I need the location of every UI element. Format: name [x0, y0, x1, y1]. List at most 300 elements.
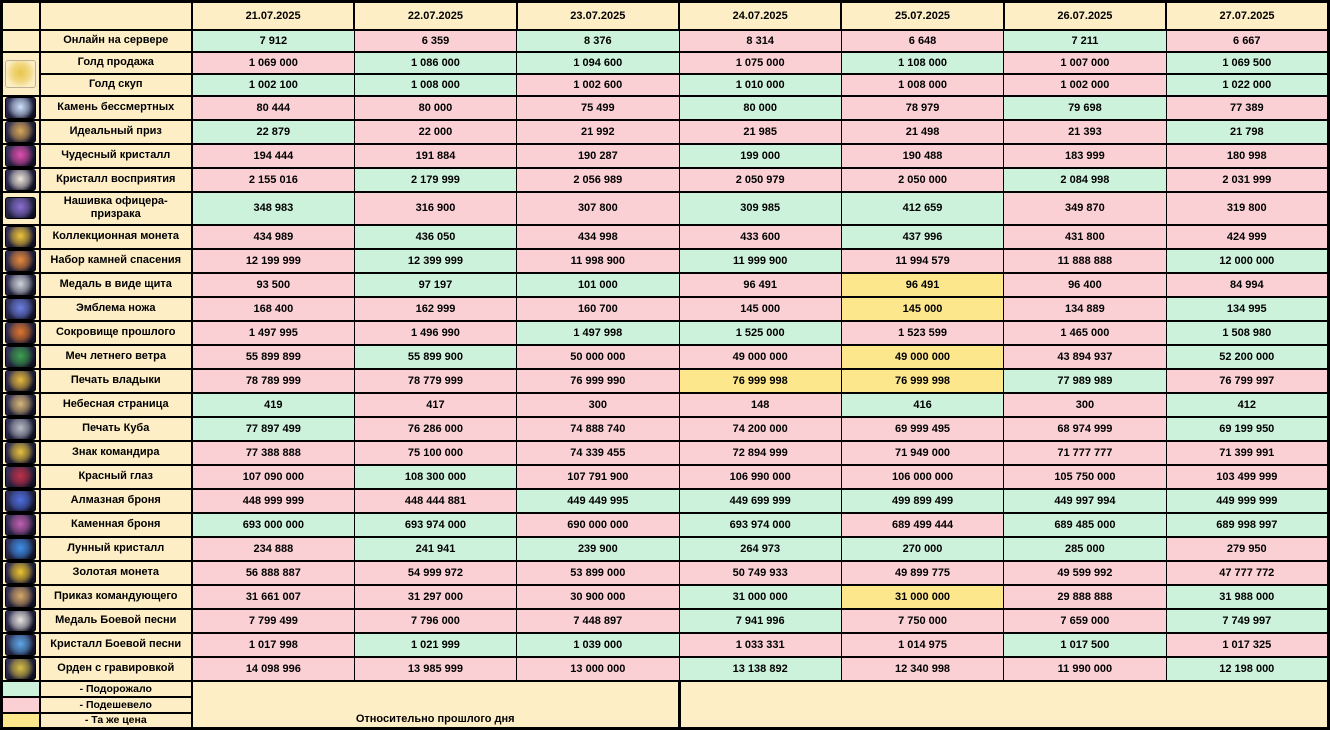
price-cell[interactable]: 55 899 900 — [354, 345, 516, 369]
price-cell[interactable]: 12 000 000 — [1166, 249, 1328, 273]
price-cell[interactable]: 76 999 998 — [841, 369, 1003, 393]
footnote-empty-cell — [679, 681, 1329, 729]
price-cell[interactable]: 689 998 997 — [1166, 513, 1328, 537]
price-cell[interactable]: 96 491 — [679, 273, 841, 297]
date-header[interactable]: 21.07.2025 — [192, 2, 354, 30]
price-cell[interactable]: 7 912 — [192, 30, 354, 52]
price-cell[interactable]: 107 791 900 — [517, 465, 679, 489]
price-cell[interactable]: 448 444 881 — [354, 489, 516, 513]
price-cell[interactable]: 1 525 000 — [679, 321, 841, 345]
table-row — [2, 273, 1329, 297]
price-cell[interactable]: 264 973 — [679, 537, 841, 561]
name-column-header[interactable] — [40, 2, 192, 30]
price-cell[interactable]: 412 659 — [841, 192, 1003, 225]
price-cell[interactable]: 7 211 — [1004, 30, 1166, 52]
item-name[interactable]: Каменная броня — [40, 513, 192, 537]
price-cell[interactable]: 7 796 000 — [354, 609, 516, 633]
price-cell[interactable]: 190 488 — [841, 144, 1003, 168]
price-cell[interactable]: 97 197 — [354, 273, 516, 297]
commander-sign-icon — [5, 442, 36, 464]
price-cell[interactable]: 419 — [192, 393, 354, 417]
price-cell[interactable]: 2 050 979 — [679, 168, 841, 192]
price-cell[interactable]: 309 985 — [679, 192, 841, 225]
legend-label: - Подешевело — [40, 697, 192, 713]
price-cell[interactable]: 6 667 — [1166, 30, 1328, 52]
price-cell[interactable]: 168 400 — [192, 297, 354, 321]
past-treasure-icon — [5, 322, 36, 344]
item-icon-cell[interactable] — [2, 321, 40, 345]
price-cell[interactable]: 49 599 992 — [1004, 561, 1166, 585]
item-name[interactable]: Сокровище прошлого — [40, 321, 192, 345]
item-name[interactable]: Эмблема ножа — [40, 297, 192, 321]
price-cell[interactable]: 434 989 — [192, 225, 354, 249]
price-cell[interactable]: 30 900 000 — [517, 585, 679, 609]
item-icon-cell[interactable] — [2, 441, 40, 465]
price-cell[interactable]: 433 600 — [679, 225, 841, 249]
price-cell[interactable]: 300 — [1004, 393, 1166, 417]
commander-order-icon — [5, 586, 36, 608]
table-row — [2, 321, 1329, 345]
price-cell[interactable]: 1 021 999 — [354, 633, 516, 657]
table-row — [2, 537, 1329, 561]
item-icon-cell[interactable] — [2, 489, 40, 513]
price-cell[interactable]: 108 300 000 — [354, 465, 516, 489]
table-row — [2, 30, 1329, 52]
price-cell[interactable]: 78 979 — [841, 96, 1003, 120]
price-cell[interactable]: 241 941 — [354, 537, 516, 561]
item-icon-cell[interactable] — [2, 168, 40, 192]
price-cell[interactable]: 74 200 000 — [679, 417, 841, 441]
price-cell[interactable]: 75 100 000 — [354, 441, 516, 465]
price-cell[interactable]: 11 999 900 — [679, 249, 841, 273]
item-name[interactable]: Орден с гравировкой — [40, 657, 192, 681]
table-row — [2, 489, 1329, 513]
date-header[interactable]: 25.07.2025 — [841, 2, 1003, 30]
item-icon-cell[interactable] — [2, 585, 40, 609]
table-row — [2, 633, 1329, 657]
item-icon-cell[interactable] — [2, 561, 40, 585]
item-name[interactable]: Лунный кристалл — [40, 537, 192, 561]
item-icon-cell[interactable] — [2, 609, 40, 633]
price-cell[interactable]: 6 648 — [841, 30, 1003, 52]
price-cell[interactable]: 191 884 — [354, 144, 516, 168]
item-icon-cell[interactable] — [2, 225, 40, 249]
price-cell[interactable]: 449 997 994 — [1004, 489, 1166, 513]
price-cell[interactable]: 1 497 998 — [517, 321, 679, 345]
price-cell[interactable]: 93 500 — [192, 273, 354, 297]
price-cell[interactable]: 107 090 000 — [192, 465, 354, 489]
money-bag-icon — [5, 60, 36, 88]
price-cell[interactable]: 434 998 — [517, 225, 679, 249]
price-cell[interactable]: 145 000 — [679, 297, 841, 321]
price-cell[interactable]: 75 499 — [517, 96, 679, 120]
price-cell[interactable]: 68 974 999 — [1004, 417, 1166, 441]
price-cell[interactable]: 449 449 995 — [517, 489, 679, 513]
price-cell[interactable]: 412 — [1166, 393, 1328, 417]
price-cell[interactable]: 31 988 000 — [1166, 585, 1328, 609]
table-row — [2, 225, 1329, 249]
shield-medal-icon — [5, 274, 36, 296]
item-icon-cell[interactable] — [2, 537, 40, 561]
price-cell[interactable]: 78 789 999 — [192, 369, 354, 393]
item-name[interactable]: Идеальный приз — [40, 120, 192, 144]
price-cell[interactable]: 31 661 007 — [192, 585, 354, 609]
item-icon-cell[interactable] — [2, 465, 40, 489]
price-cell[interactable]: 693 000 000 — [192, 513, 354, 537]
price-cell[interactable]: 1 014 975 — [841, 633, 1003, 657]
item-icon-cell[interactable] — [2, 30, 40, 52]
table-row — [2, 513, 1329, 537]
item-icon-cell[interactable] — [2, 633, 40, 657]
price-cell[interactable]: 11 994 579 — [841, 249, 1003, 273]
table-row — [2, 657, 1329, 681]
item-name[interactable]: Алмазная броня — [40, 489, 192, 513]
price-cell[interactable]: 74 339 455 — [517, 441, 679, 465]
price-cell[interactable]: 690 000 000 — [517, 513, 679, 537]
price-cell[interactable]: 349 870 — [1004, 192, 1166, 225]
price-cell[interactable]: 1 069 000 — [192, 52, 354, 74]
price-cell[interactable]: 21 992 — [517, 120, 679, 144]
price-cell[interactable]: 1 108 000 — [841, 52, 1003, 74]
item-icon-cell[interactable] — [2, 273, 40, 297]
table-row — [2, 144, 1329, 168]
stone-armor-icon — [5, 514, 36, 536]
price-cell[interactable]: 29 888 888 — [1004, 585, 1166, 609]
price-cell[interactable]: 12 399 999 — [354, 249, 516, 273]
price-cell[interactable]: 52 200 000 — [1166, 345, 1328, 369]
price-cell[interactable]: 199 000 — [679, 144, 841, 168]
price-cell[interactable]: 1 002 600 — [517, 74, 679, 96]
price-cell[interactable]: 101 000 — [517, 273, 679, 297]
price-cell[interactable]: 416 — [841, 393, 1003, 417]
perfect-prize-icon — [5, 121, 36, 143]
price-cell[interactable]: 105 750 000 — [1004, 465, 1166, 489]
item-name[interactable]: Набор камней спасения — [40, 249, 192, 273]
price-cell[interactable]: 1 496 990 — [354, 321, 516, 345]
price-cell[interactable]: 194 444 — [192, 144, 354, 168]
price-cell[interactable]: 1 002 000 — [1004, 74, 1166, 96]
price-cell[interactable]: 1 086 000 — [354, 52, 516, 74]
price-cell[interactable]: 71 399 991 — [1166, 441, 1328, 465]
price-cell[interactable]: 1 017 998 — [192, 633, 354, 657]
item-icon-cell[interactable] — [2, 52, 40, 96]
price-cell[interactable]: 12 340 998 — [841, 657, 1003, 681]
item-icon-cell[interactable] — [2, 249, 40, 273]
price-cell[interactable]: 689 499 444 — [841, 513, 1003, 537]
price-cell[interactable]: 8 314 — [679, 30, 841, 52]
price-cell[interactable]: 693 974 000 — [354, 513, 516, 537]
price-cell[interactable]: 80 000 — [354, 96, 516, 120]
item-name[interactable]: Онлайн на сервере — [40, 30, 192, 52]
price-cell[interactable]: 50 749 933 — [679, 561, 841, 585]
date-header[interactable]: 22.07.2025 — [354, 2, 516, 30]
price-cell[interactable]: 1 465 000 — [1004, 321, 1166, 345]
icon-column-header[interactable] — [2, 2, 40, 30]
item-icon-cell[interactable] — [2, 120, 40, 144]
price-cell[interactable]: 11 990 000 — [1004, 657, 1166, 681]
price-cell[interactable]: 31 000 000 — [679, 585, 841, 609]
price-cell[interactable]: 56 888 887 — [192, 561, 354, 585]
item-name[interactable]: Голд продажа — [40, 52, 192, 74]
price-cell[interactable]: 71 949 000 — [841, 441, 1003, 465]
battle-song-crystal-icon — [5, 634, 36, 656]
price-cell[interactable]: 1 094 600 — [517, 52, 679, 74]
price-cell[interactable]: 12 198 000 — [1166, 657, 1328, 681]
price-cell[interactable]: 1 007 000 — [1004, 52, 1166, 74]
price-cell[interactable]: 145 000 — [841, 297, 1003, 321]
item-name[interactable]: Кристалл восприятия — [40, 168, 192, 192]
price-cell[interactable]: 106 000 000 — [841, 465, 1003, 489]
table-row — [2, 393, 1329, 417]
item-name[interactable]: Небесная страница — [40, 393, 192, 417]
item-name[interactable]: Печать владыки — [40, 369, 192, 393]
item-name[interactable]: Приказ командующего — [40, 585, 192, 609]
price-cell[interactable]: 21 393 — [1004, 120, 1166, 144]
ghost-officer-patch-icon — [5, 197, 36, 219]
price-cell[interactable]: 50 000 000 — [517, 345, 679, 369]
price-cell[interactable]: 80 000 — [679, 96, 841, 120]
price-cell[interactable]: 69 999 495 — [841, 417, 1003, 441]
price-cell[interactable]: 183 999 — [1004, 144, 1166, 168]
price-cell[interactable]: 448 999 999 — [192, 489, 354, 513]
item-name[interactable]: Золотая монета — [40, 561, 192, 585]
item-icon-cell[interactable] — [2, 657, 40, 681]
price-cell[interactable]: 449 999 999 — [1166, 489, 1328, 513]
item-icon-cell[interactable] — [2, 96, 40, 120]
price-cell[interactable]: 31 297 000 — [354, 585, 516, 609]
price-cell[interactable]: 72 894 999 — [679, 441, 841, 465]
item-icon-cell[interactable] — [2, 513, 40, 537]
price-cell[interactable]: 11 888 888 — [1004, 249, 1166, 273]
item-rows — [2, 30, 1329, 681]
gold-coin-icon — [5, 562, 36, 584]
price-cell[interactable]: 190 287 — [517, 144, 679, 168]
price-cell[interactable]: 71 777 777 — [1004, 441, 1166, 465]
engraved-order-icon — [5, 658, 36, 680]
price-cell[interactable]: 31 000 000 — [841, 585, 1003, 609]
item-icon-cell[interactable] — [2, 345, 40, 369]
price-cell[interactable]: 1 010 000 — [679, 74, 841, 96]
price-cell[interactable]: 148 — [679, 393, 841, 417]
price-cell[interactable]: 49 000 000 — [841, 345, 1003, 369]
table-row — [2, 417, 1329, 441]
price-cell[interactable]: 300 — [517, 393, 679, 417]
price-cell[interactable]: 316 900 — [354, 192, 516, 225]
price-cell[interactable]: 319 800 — [1166, 192, 1328, 225]
price-cell[interactable]: 1 497 995 — [192, 321, 354, 345]
price-cell[interactable]: 285 000 — [1004, 537, 1166, 561]
price-cell[interactable]: 2 056 989 — [517, 168, 679, 192]
price-cell[interactable]: 77 389 — [1166, 96, 1328, 120]
item-name[interactable]: Знак командира — [40, 441, 192, 465]
item-name[interactable]: Чудесный кристалл — [40, 144, 192, 168]
price-cell[interactable]: 76 799 997 — [1166, 369, 1328, 393]
price-cell[interactable]: 134 889 — [1004, 297, 1166, 321]
item-icon-cell[interactable] — [2, 417, 40, 441]
price-cell[interactable]: 96 491 — [841, 273, 1003, 297]
price-cell[interactable]: 43 894 937 — [1004, 345, 1166, 369]
date-header[interactable]: 24.07.2025 — [679, 2, 841, 30]
price-cell[interactable]: 424 999 — [1166, 225, 1328, 249]
header-row — [2, 2, 1329, 30]
knife-emblem-icon — [5, 298, 36, 320]
price-cell[interactable]: 79 698 — [1004, 96, 1166, 120]
price-cell[interactable]: 270 000 — [841, 537, 1003, 561]
item-name[interactable]: Медаль Боевой песни — [40, 609, 192, 633]
price-cell[interactable]: 77 989 989 — [1004, 369, 1166, 393]
price-cell[interactable]: 134 995 — [1166, 297, 1328, 321]
summer-wind-sword-icon — [5, 346, 36, 368]
price-cell[interactable]: 47 777 772 — [1166, 561, 1328, 585]
price-cell[interactable]: 1 508 980 — [1166, 321, 1328, 345]
price-cell[interactable]: 54 999 972 — [354, 561, 516, 585]
price-cell[interactable]: 13 138 892 — [679, 657, 841, 681]
price-cell[interactable]: 77 897 499 — [192, 417, 354, 441]
price-cell[interactable]: 7 799 499 — [192, 609, 354, 633]
legend-swatch-u — [2, 681, 40, 697]
price-cell[interactable]: 106 990 000 — [679, 465, 841, 489]
price-cell[interactable]: 180 998 — [1166, 144, 1328, 168]
price-cell[interactable]: 1 075 000 — [679, 52, 841, 74]
price-cell[interactable]: 76 999 990 — [517, 369, 679, 393]
table-row — [2, 441, 1329, 465]
price-cell[interactable]: 55 899 899 — [192, 345, 354, 369]
item-name[interactable]: Голд скуп — [40, 74, 192, 96]
price-cell[interactable]: 69 199 950 — [1166, 417, 1328, 441]
price-cell[interactable]: 7 749 997 — [1166, 609, 1328, 633]
table-row — [2, 120, 1329, 144]
price-cell[interactable]: 21 985 — [679, 120, 841, 144]
item-name[interactable]: Камень бессмертных — [40, 96, 192, 120]
price-cell[interactable]: 49 000 000 — [679, 345, 841, 369]
price-cell[interactable]: 7 941 996 — [679, 609, 841, 633]
price-cell[interactable]: 1 002 100 — [192, 74, 354, 96]
item-name[interactable]: Коллекционная монета — [40, 225, 192, 249]
item-icon-cell[interactable] — [2, 144, 40, 168]
price-cell[interactable]: 21 498 — [841, 120, 1003, 144]
price-cell[interactable]: 103 499 999 — [1166, 465, 1328, 489]
price-cell[interactable]: 22 000 — [354, 120, 516, 144]
price-cell[interactable]: 431 800 — [1004, 225, 1166, 249]
perception-crystal-icon — [5, 169, 36, 191]
item-name[interactable]: Меч летнего ветра — [40, 345, 192, 369]
table-row — [2, 74, 1329, 96]
price-cell[interactable]: 22 879 — [192, 120, 354, 144]
footnote: Относительно прошлого дня — [192, 681, 679, 729]
table-row — [2, 52, 1329, 74]
price-cell[interactable]: 53 899 000 — [517, 561, 679, 585]
item-name[interactable]: Красный глаз — [40, 465, 192, 489]
price-cell[interactable]: 689 485 000 — [1004, 513, 1166, 537]
table-row — [2, 609, 1329, 633]
price-cell[interactable]: 2 031 999 — [1166, 168, 1328, 192]
price-cell[interactable]: 77 388 888 — [192, 441, 354, 465]
price-cell[interactable]: 7 448 897 — [517, 609, 679, 633]
price-cell[interactable]: 21 798 — [1166, 120, 1328, 144]
item-name[interactable]: Нашивка офицера-призрака — [40, 192, 192, 225]
price-cell[interactable]: 74 888 740 — [517, 417, 679, 441]
price-cell[interactable]: 7 750 000 — [841, 609, 1003, 633]
table-row — [2, 96, 1329, 120]
price-cell[interactable]: 1 069 500 — [1166, 52, 1328, 74]
price-cell[interactable]: 14 098 996 — [192, 657, 354, 681]
item-name[interactable]: Печать Куба — [40, 417, 192, 441]
date-header[interactable]: 23.07.2025 — [517, 2, 679, 30]
price-cell[interactable]: 348 983 — [192, 192, 354, 225]
legend-label: - Та же цена — [40, 713, 192, 729]
price-cell[interactable]: 1 039 000 — [517, 633, 679, 657]
price-cell[interactable]: 76 999 998 — [679, 369, 841, 393]
item-icon-cell[interactable] — [2, 192, 40, 225]
price-cell[interactable]: 1 017 325 — [1166, 633, 1328, 657]
price-cell[interactable]: 239 900 — [517, 537, 679, 561]
price-cell[interactable]: 12 199 999 — [192, 249, 354, 273]
red-eye-icon — [5, 466, 36, 488]
price-cell[interactable]: 2 179 999 — [354, 168, 516, 192]
price-cell[interactable]: 1 017 500 — [1004, 633, 1166, 657]
price-cell[interactable]: 6 359 — [354, 30, 516, 52]
price-cell[interactable]: 436 050 — [354, 225, 516, 249]
price-cell[interactable]: 1 033 331 — [679, 633, 841, 657]
immortal-stone-icon — [5, 97, 36, 119]
price-cell[interactable]: 2 084 998 — [1004, 168, 1166, 192]
lord-seal-icon — [5, 370, 36, 392]
price-cell[interactable]: 78 779 999 — [354, 369, 516, 393]
price-cell[interactable]: 13 985 999 — [354, 657, 516, 681]
item-icon-cell[interactable] — [2, 393, 40, 417]
price-cell[interactable]: 2 155 016 — [192, 168, 354, 192]
price-cell[interactable]: 80 444 — [192, 96, 354, 120]
price-cell[interactable]: 13 000 000 — [517, 657, 679, 681]
item-name[interactable]: Медаль в виде щита — [40, 273, 192, 297]
item-icon-cell[interactable] — [2, 297, 40, 321]
legend-label: - Подорожало — [40, 681, 192, 697]
price-cell[interactable]: 499 899 499 — [841, 489, 1003, 513]
table-row — [2, 345, 1329, 369]
price-cell[interactable]: 76 286 000 — [354, 417, 516, 441]
table-row — [2, 168, 1329, 192]
price-cell[interactable]: 84 994 — [1166, 273, 1328, 297]
cube-seal-icon — [5, 418, 36, 440]
price-cell[interactable]: 449 699 999 — [679, 489, 841, 513]
price-cell[interactable]: 2 050 000 — [841, 168, 1003, 192]
price-cell[interactable]: 417 — [354, 393, 516, 417]
price-cell[interactable]: 693 974 000 — [679, 513, 841, 537]
wonder-crystal-icon — [5, 145, 36, 167]
date-header[interactable]: 27.07.2025 — [1166, 2, 1328, 30]
price-cell[interactable]: 1 008 000 — [841, 74, 1003, 96]
price-cell[interactable]: 7 659 000 — [1004, 609, 1166, 633]
price-cell[interactable]: 1 008 000 — [354, 74, 516, 96]
price-cell[interactable]: 437 996 — [841, 225, 1003, 249]
price-cell[interactable]: 234 888 — [192, 537, 354, 561]
price-cell[interactable]: 96 400 — [1004, 273, 1166, 297]
price-cell[interactable]: 1 523 599 — [841, 321, 1003, 345]
price-cell[interactable]: 160 700 — [517, 297, 679, 321]
battle-song-medal-icon — [5, 610, 36, 632]
price-cell[interactable]: 8 376 — [517, 30, 679, 52]
price-cell[interactable]: 279 950 — [1166, 537, 1328, 561]
item-icon-cell[interactable] — [2, 369, 40, 393]
item-name[interactable]: Кристалл Боевой песни — [40, 633, 192, 657]
price-cell[interactable]: 1 022 000 — [1166, 74, 1328, 96]
price-cell[interactable]: 49 899 775 — [841, 561, 1003, 585]
price-cell[interactable]: 11 998 900 — [517, 249, 679, 273]
table-row — [2, 585, 1329, 609]
price-cell[interactable]: 162 999 — [354, 297, 516, 321]
price-cell[interactable]: 307 800 — [517, 192, 679, 225]
date-header[interactable]: 26.07.2025 — [1004, 2, 1166, 30]
